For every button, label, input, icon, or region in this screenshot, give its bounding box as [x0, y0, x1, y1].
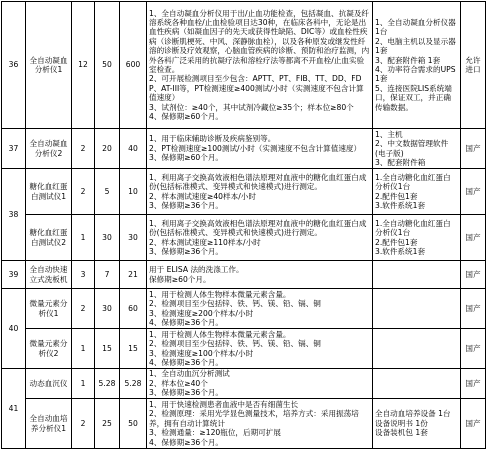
requirement-line: 3、保修期≥36个月。: [149, 200, 224, 210]
unit-price: 30: [95, 289, 120, 329]
requirement-line: 3、保修期≥36个月。: [149, 246, 224, 256]
item-number: 38: [2, 169, 26, 261]
device-name: 全自动凝血分析仪2: [26, 129, 72, 169]
requirement-line: 3、保修期≥60个月。: [149, 153, 224, 163]
origin: 国产: [461, 399, 486, 449]
total-price: 30: [120, 215, 147, 261]
origin: 国产: [461, 169, 486, 215]
requirement-line: 2、检测原理：采用光学显色测量技术，培养方式：采用振荡培养，拥有自动计算统计: [149, 409, 359, 428]
requirement-line: 4、保修期≥36个月。: [149, 437, 224, 447]
requirement-line: 1、用于临床辅助诊断及疾病鉴别等。: [149, 134, 276, 144]
quantity: 2: [72, 129, 95, 169]
configuration-list: [373, 329, 461, 369]
config-line: 3.软件系统1套: [375, 246, 426, 256]
total-price: 60: [120, 289, 147, 329]
config-line: 2.配件包1套: [375, 191, 418, 201]
total-price: 21: [120, 261, 147, 289]
total-price: 15: [120, 329, 147, 369]
table-row: [2, 399, 486, 449]
device-name: 全自动快速立式洗板机: [26, 261, 72, 289]
table-row: [2, 329, 486, 369]
requirement-line: 3、检测速度≥100个样本/小时: [149, 348, 254, 358]
unit-price: 20: [95, 129, 120, 169]
device-name: 糖化血红蛋白测试仪1: [26, 169, 72, 215]
origin: 国产: [461, 215, 486, 261]
configuration-list: [373, 215, 461, 261]
requirement-line: 3、试剂位：≥40个，其中试剂冷藏位≥35个；样本位≥80个: [149, 102, 354, 112]
configuration-list: [373, 399, 461, 449]
configuration-list: [373, 289, 461, 329]
requirement-line: 4、保修期≥36个月。: [149, 317, 224, 327]
item-number: 40: [2, 289, 26, 369]
technical-requirements: [147, 399, 373, 449]
quantity: 1: [72, 215, 95, 261]
table-row: [2, 2, 486, 129]
requirement-line: 2、检测项目至少包括锌、铁、钙、镁、铅、镉、铜: [149, 339, 321, 349]
equipment-spec-table: [1, 1, 486, 449]
quantity: 1: [72, 369, 95, 399]
technical-requirements: [147, 129, 373, 169]
unit-price: 7: [95, 261, 120, 289]
unit-price: 5.28: [95, 369, 120, 399]
device-name: 全自动血培养分析仪1: [26, 399, 72, 449]
quantity: 2: [72, 289, 95, 329]
requirement-line: 1、全自动凝血分析仪用于出/止血功能检查，包括凝血、抗凝及纤溶系统各种血栓/止血检验项目达30种，在临床各科中，无论是出血性疾病（如凝血因子的先天或获得性缺陷、DIC等）或血栓性疾病（诊断肌梗死、中风、深静脉血栓），以及各种原发或继发性纤溶的诊断及疗效观察，心脑血管疾病的诊断、预防和治疗监测，内外各科广泛采用的抗凝疗法和溶栓疗法等都离不开血栓/止血实验室检查。: [149, 8, 370, 74]
requirement-line: 3、保修期≥36个月。: [149, 388, 224, 398]
config-line: 3、配套附件箱 1套: [375, 55, 441, 65]
quantity: 1: [72, 329, 95, 369]
requirement-line: 3、检测通量：≥120瓶位，后期可扩展: [149, 428, 281, 438]
technical-requirements: [147, 369, 373, 399]
device-name: 糖化血红蛋白测试仪2: [26, 215, 72, 261]
config-line: 5、连接医院LIS系统端口，保证双工，并正确传输数据。: [375, 83, 452, 112]
requirement-line: 1、利用离子交换高效液相色谱法原理对血液中的糖化血红蛋白成份(包括标准模式、变异模式和快速模式)进行测定。: [149, 172, 367, 192]
requirement-line: 1、用于检测人体生物样本微量元素含量。: [149, 329, 291, 339]
quantity: 12: [72, 2, 95, 129]
item-number: 37: [2, 129, 26, 169]
requirement-line: 1、用于快速检测患者血液中是否有细菌生长: [149, 399, 299, 409]
item-number: 41: [2, 369, 26, 449]
requirement-line: 2、检测项目至少包括锌、铁、钙、镁、铅、镉、铜: [149, 299, 321, 309]
requirement-line: 4、保修期≥36个月。: [149, 357, 224, 367]
unit-price: 5: [95, 169, 120, 215]
config-line: 2.配件包1套: [375, 237, 418, 247]
config-line: 设备装机包 1套: [375, 428, 428, 438]
origin: 国产: [461, 329, 486, 369]
table-row: [2, 129, 486, 169]
device-name: 动态血沉仪: [26, 369, 72, 399]
configuration-list: [373, 169, 461, 215]
config-line: 全自动血培养设备 1台: [375, 409, 451, 419]
total-price: 50: [120, 399, 147, 449]
config-line: 设备说明书 1份: [375, 418, 428, 428]
table-row: [2, 289, 486, 329]
table-row: [2, 169, 486, 215]
technical-requirements: [147, 2, 373, 129]
requirement-line: 1、全自动血沉分析测试: [149, 369, 230, 379]
requirement-line: 2、可开展检测项目至少包含：APTT、PT、FIB、TT、DD、FDP、AT-III等，PT检测速度≥400测试/小时（实测速度不包含计算值速度）: [149, 74, 364, 103]
technical-requirements: [147, 329, 373, 369]
device-name: 微量元素分析仪2: [26, 329, 72, 369]
configuration-list: [373, 2, 461, 129]
origin: 国产: [461, 369, 486, 399]
requirement-line: 2、PT检测速度≥100测试/小时（实测速度不包含计算值速度）: [149, 143, 362, 153]
config-line: 2、中文数据管理软件(电子版): [375, 139, 449, 158]
config-line: 3、配套附件箱: [375, 157, 426, 167]
requirement-line: 1、用于检测人体生物样本微量元素含量。: [149, 289, 291, 299]
requirement-line: 2、样本测试速度≥110样本/小时: [149, 237, 261, 247]
configuration-list: [373, 129, 461, 169]
configuration-list: [373, 261, 461, 289]
config-line: 1.全自动糖化血红蛋白分析仪1台: [375, 172, 451, 192]
requirement-line: 3、检测速度≥200个样本/小时: [149, 308, 254, 318]
origin: 国产: [461, 289, 486, 329]
technical-requirements: [147, 169, 373, 215]
unit-price: 50: [95, 2, 120, 129]
unit-price: 30: [95, 215, 120, 261]
config-line: 3.软件系统1套: [375, 200, 426, 210]
quantity: 2: [72, 169, 95, 215]
item-number: 36: [2, 2, 26, 129]
origin: 允许进口: [461, 2, 486, 129]
technical-requirements: [147, 215, 373, 261]
technical-requirements: [147, 289, 373, 329]
table-row: [2, 261, 486, 289]
unit-price: 15: [95, 329, 120, 369]
technical-requirements: [147, 261, 373, 289]
unit-price: 25: [95, 399, 120, 449]
origin: 国产: [461, 129, 486, 169]
config-line: 4、功率符合需求的UPS 1套: [375, 65, 456, 84]
quantity: 2: [72, 399, 95, 449]
total-price: 40: [120, 129, 147, 169]
requirement-line: 2、样本位≥40个: [149, 378, 208, 388]
total-price: 10: [120, 169, 147, 215]
table-row: [2, 215, 486, 261]
quantity: 3: [72, 261, 95, 289]
requirement-line: 2、样本测试速度≥40样本/小时: [149, 191, 256, 201]
configuration-list: [373, 369, 461, 399]
origin: 国产: [461, 261, 486, 289]
requirement-line: 4、保修期≥60个月。: [149, 112, 224, 122]
requirement-line: 保修期≥60个月。: [149, 274, 211, 284]
item-number: 39: [2, 261, 26, 289]
config-line: 1.全自动糖化血红蛋白分析仪1台: [375, 218, 451, 238]
total-price: 600: [120, 2, 147, 129]
requirement-line: 1、利用离子交换高效液相色谱法原理对血液中的糖化血红蛋白成份(包括标准模式、变异模式和快速模式)进行测定。: [149, 218, 367, 238]
table-row: [2, 369, 486, 399]
device-name: 全自动凝血分析仪1: [26, 2, 72, 129]
config-line: 1、全自动凝血分析仪器 1台: [375, 17, 456, 37]
config-line: 1、主机: [375, 129, 403, 139]
requirement-line: 用于 ELISA 法的洗涤工作。: [149, 265, 244, 275]
total-price: 5.28: [120, 369, 147, 399]
config-line: 2、电脑主机以及显示器 1套: [375, 36, 456, 56]
device-name: 微量元素分析仪1: [26, 289, 72, 329]
